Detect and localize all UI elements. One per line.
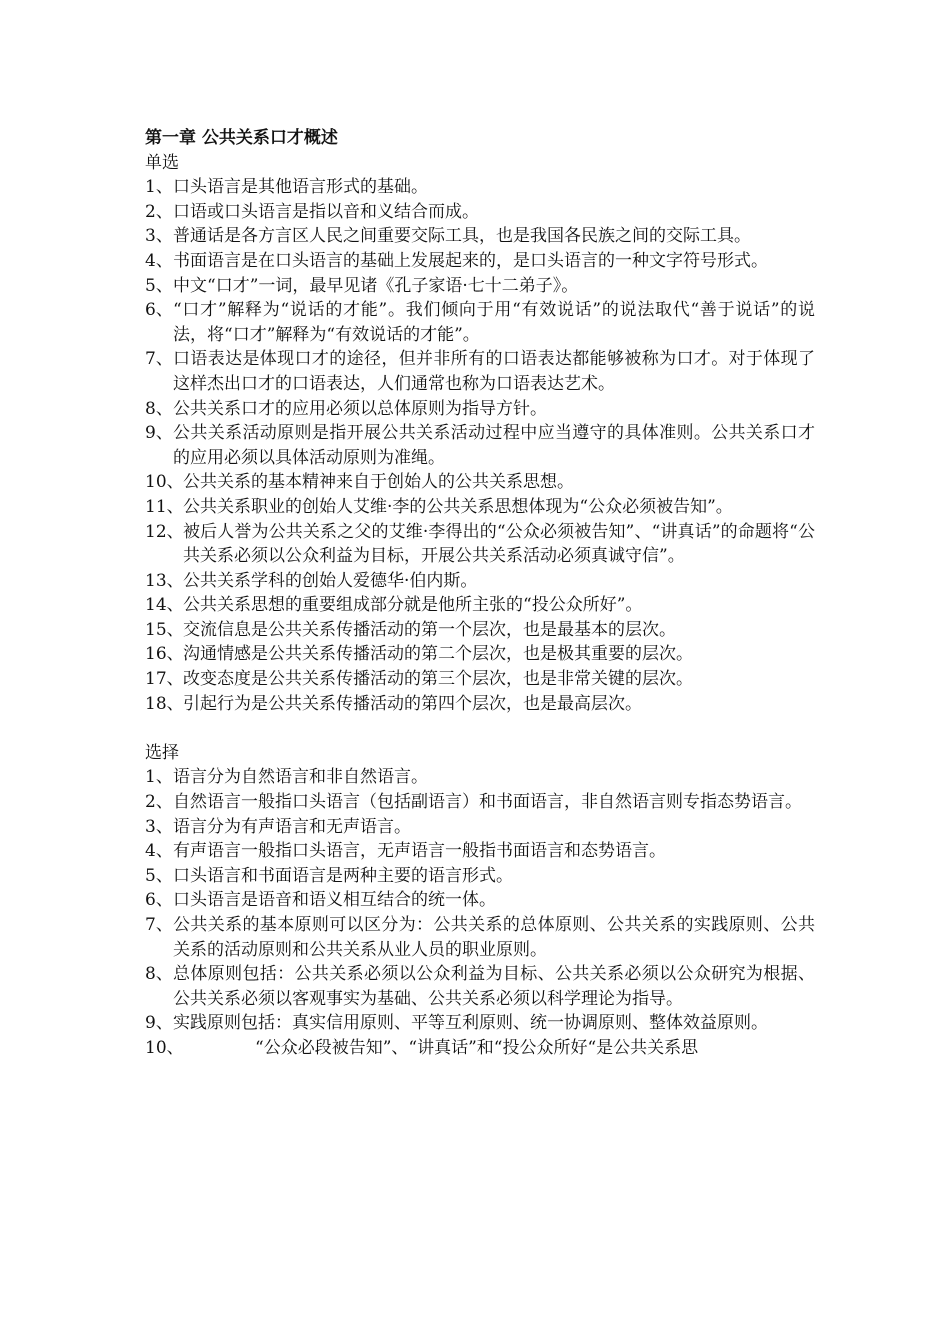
item-number: 4、	[145, 841, 173, 862]
item-number: 11、	[145, 496, 184, 517]
list-item	[145, 569, 815, 594]
item-text: 中文“口才”一词，最早见诸《孔子家语·七十二弟子》。	[173, 275, 579, 296]
item-text: 语言分为自然语言和非自然语言。	[173, 767, 428, 788]
item-number: 9、	[145, 423, 173, 444]
item-text: 自然语言一般指口头语言（包括副语言）和书面语言，非自然语言则专指态势语言。	[173, 792, 802, 813]
item-number: 1、	[145, 767, 173, 788]
section-heading-choice: 选择	[145, 742, 179, 763]
item-number: 2、	[145, 792, 173, 813]
list-item	[145, 839, 815, 864]
item-text: 口头语言和书面语言是两种主要的语言形式。	[173, 865, 513, 886]
item-text: “公众必段被告知”、“讲真话”和“投公众所好“是公共关系思	[255, 1037, 699, 1058]
choice-list	[145, 765, 815, 1060]
item-text: 语言分为有声语言和无声语言。	[173, 816, 411, 837]
item-text: 口语表达是体现口才的途径，但并非所有的口语表达都能够被称为口才。对于体现了这样杰出口才的口语表达，人们通常也称为口语表达艺术。	[173, 349, 815, 394]
item-number: 16、	[145, 644, 184, 665]
list-item	[145, 593, 815, 618]
item-number: 10、	[145, 472, 184, 493]
list-item	[145, 815, 815, 840]
item-number: 13、	[145, 570, 184, 591]
list-item	[145, 962, 815, 1011]
item-number: 14、	[145, 595, 184, 616]
item-text: 被后人誉为公共关系之父的艾维·李得出的“公众必须被告知”、“讲真话”的命题将“公共关系必须以公众利益为目标，开展公共关系活动必须真诚守信”。	[183, 521, 815, 567]
item-text: 有声语言一般指口头语言，无声语言一般指书面语言和态势语言。	[173, 841, 666, 862]
list-item	[145, 667, 815, 692]
item-text: 口头语言是其他语言形式的基础。	[173, 177, 428, 198]
item-text: 口头语言是语音和语义相互结合的统一体。	[173, 890, 496, 911]
item-text: “口才”解释为“说话的才能”。我们倾向于用“有效说话”的说法取代“善于说话”的说法，将“口才”解释为“有效说话的才能”。	[173, 300, 815, 345]
item-number: 1、	[145, 177, 173, 198]
item-text: 引起行为是公共关系传播活动的第四个层次，也是最高层次。	[183, 693, 642, 714]
item-text: 公共关系学科的创始人爱德华·伯内斯。	[183, 570, 478, 591]
item-text: 口语或口头语言是指以音和义结合而成。	[173, 201, 479, 222]
list-item	[145, 1011, 815, 1036]
item-number: 6、	[145, 300, 173, 321]
list-item	[145, 224, 815, 249]
section-heading-single-choice: 单选	[145, 152, 179, 173]
item-number: 18、	[145, 693, 184, 714]
list-item	[145, 913, 815, 962]
list-item	[145, 520, 815, 569]
item-text: 公共关系的基本精神来自于创始人的公共关系思想。	[183, 472, 574, 493]
item-text: 公共关系口才的应用必须以总体原则为指导方针。	[173, 398, 547, 419]
item-text: 公共关系职业的创始人艾维·李的公共关系思想体现为“公众必须被告知”。	[183, 496, 733, 517]
item-number: 7、	[145, 915, 173, 935]
list-item	[145, 298, 815, 347]
item-text: 实践原则包括：真实信用原则、平等互利原则、统一协调原则、整体效益原则。	[173, 1013, 768, 1034]
document-content	[145, 126, 815, 1061]
item-number: 3、	[145, 226, 173, 247]
item-text: 改变态度是公共关系传播活动的第三个层次，也是非常关键的层次。	[183, 669, 693, 690]
list-item	[145, 790, 815, 815]
list-item	[145, 347, 815, 396]
list-item	[145, 249, 815, 274]
item-number: 8、	[145, 964, 173, 985]
list-item	[145, 618, 815, 643]
list-item	[145, 274, 815, 299]
list-item	[145, 765, 815, 790]
item-number: 10、	[145, 1037, 184, 1058]
item-number: 9、	[145, 1013, 173, 1034]
list-item	[145, 642, 815, 667]
item-number: 4、	[145, 250, 173, 271]
list-item	[145, 864, 815, 889]
item-number: 7、	[145, 349, 173, 370]
item-text: 公共关系的基本原则可以区分为：公共关系的总体原则、公共关系的实践原则、公共关系的活动原则和公共关系从业人员的职业原则。	[173, 915, 815, 960]
item-text: 总体原则包括：公共关系必须以公众利益为目标、公共关系必须以公众研究为根据、公共关系必须以客观事实为基础、公共关系必须以科学理论为指导。	[173, 964, 815, 1009]
single-choice-list	[145, 175, 815, 716]
list-item	[145, 397, 815, 422]
list-item	[145, 888, 815, 913]
section-spacer	[145, 716, 815, 741]
item-text: 沟通情感是公共关系传播活动的第二个层次，也是极其重要的层次。	[183, 644, 693, 665]
item-number: 6、	[145, 890, 173, 911]
item-number: 3、	[145, 816, 173, 837]
item-text: 书面语言是在口头语言的基础上发展起来的，是口头语言的一种文字符号形式。	[173, 250, 768, 271]
item-text: 公共关系思想的重要组成部分就是他所主张的“投公众所好”。	[183, 595, 643, 616]
item-text: 普通话是各方言区人民之间重要交际工具，也是我国各民族之间的交际工具。	[173, 226, 751, 247]
list-item	[145, 175, 815, 200]
item-number: 8、	[145, 398, 173, 419]
item-number: 2、	[145, 201, 173, 222]
item-number: 12、	[145, 521, 184, 542]
item-number: 15、	[145, 619, 184, 640]
list-item	[145, 495, 815, 520]
item-number: 5、	[145, 275, 173, 296]
item-number: 17、	[145, 669, 184, 690]
list-item	[145, 1036, 815, 1061]
chapter-title: 第一章 公共关系口才概述	[145, 128, 338, 148]
item-number: 5、	[145, 865, 173, 886]
list-item	[145, 200, 815, 225]
list-item	[145, 421, 815, 470]
item-text: 交流信息是公共关系传播活动的第一个层次，也是最基本的层次。	[183, 619, 676, 640]
item-text: 公共关系活动原则是指开展公共关系活动过程中应当遵守的具体准则。公共关系口才的应用必须以具体活动原则为准绳。	[173, 423, 815, 468]
list-item	[145, 470, 815, 495]
list-item	[145, 692, 815, 717]
